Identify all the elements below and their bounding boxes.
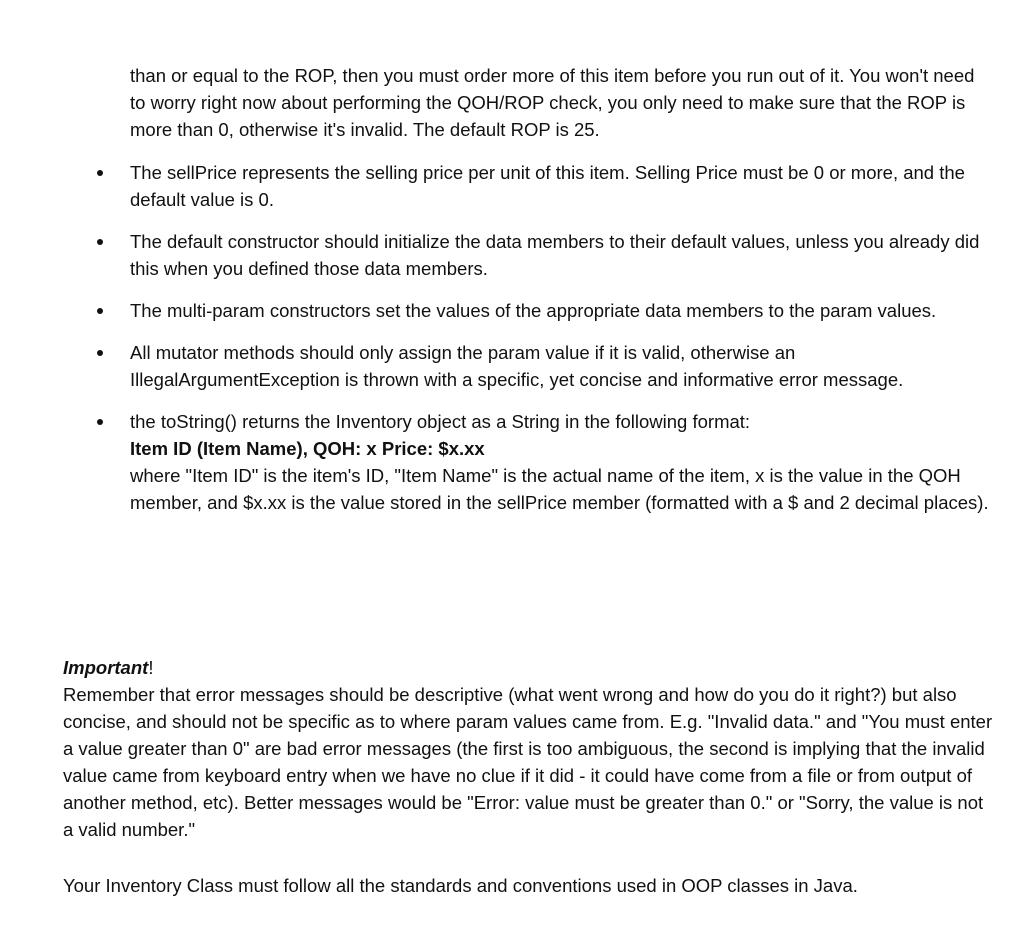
important-exclamation: ! [148,657,154,678]
bullet-icon [97,239,103,245]
bullet-icon [97,350,103,356]
list-item-tostring [0,408,990,516]
important-body: Remember that error messages should be descriptive (what went wrong and how do you do it right?) but also concise, and should not be specific as to where param values came from. E.g. "Invalid data." and "You must enter a value greater than 0" are bad error messages (the first is too ambiguous, the second is implying that the invalid value came from keyboard entry when we have no clue if it did - it could have come from a file or from output of another method, etc). Better messages would be "Error: value must be greater than 0." or "Sorry, the value is not a valid number." [63,684,993,840]
list-item-default-constructor [0,228,990,282]
requirements-list [0,159,1000,531]
list-item-text: The multi-param constructors set the values of the appropriate data members to the param values. [130,300,937,321]
bullet-icon [97,419,103,425]
list-item-text: The default constructor should initialize the data members to their default values, unless you already did this when you defined those data members. [130,231,980,279]
tostring-format: Item ID (Item Name), QOH: x Price: $x.xx [130,438,485,459]
list-item-mutator-methods [0,339,990,393]
tostring-intro: the toString() returns the Inventory object as a String in the following format: [130,411,751,432]
list-item-text: All mutator methods should only assign the param value if it is valid, otherwise an IllegalArgumentException is thrown with a specific, yet concise and informative error message. [130,342,904,390]
important-heading-line [63,654,993,681]
closing-paragraph: Your Inventory Class must follow all the standards and conventions used in OOP classes in Java. [63,875,858,896]
tostring-detail: where "Item ID" is the item's ID, "Item Name" is the actual name of the item, x is the value in the QOH member, and $x.xx is the value stored in the sellPrice member (formatted with a $ and 2 decimal places). [130,465,989,513]
list-item-text: The sellPrice represents the selling price per unit of this item. Selling Price must be 0 or more, and the default value is 0. [130,162,965,210]
bullet-icon [97,170,103,176]
important-heading: Important [63,657,149,678]
bullet-icon [97,308,103,314]
list-item-sellprice [0,159,990,213]
continuation-paragraph: than or equal to the ROP, then you must order more of this item before you run out of it. You won't need to worry right now about performing the QOH/ROP check, you only need to make sure that the ROP is more than 0, otherwise it's invalid. The default ROP is 25. [130,65,975,140]
list-item-multi-param-constructors [0,297,990,324]
important-section [63,654,993,843]
